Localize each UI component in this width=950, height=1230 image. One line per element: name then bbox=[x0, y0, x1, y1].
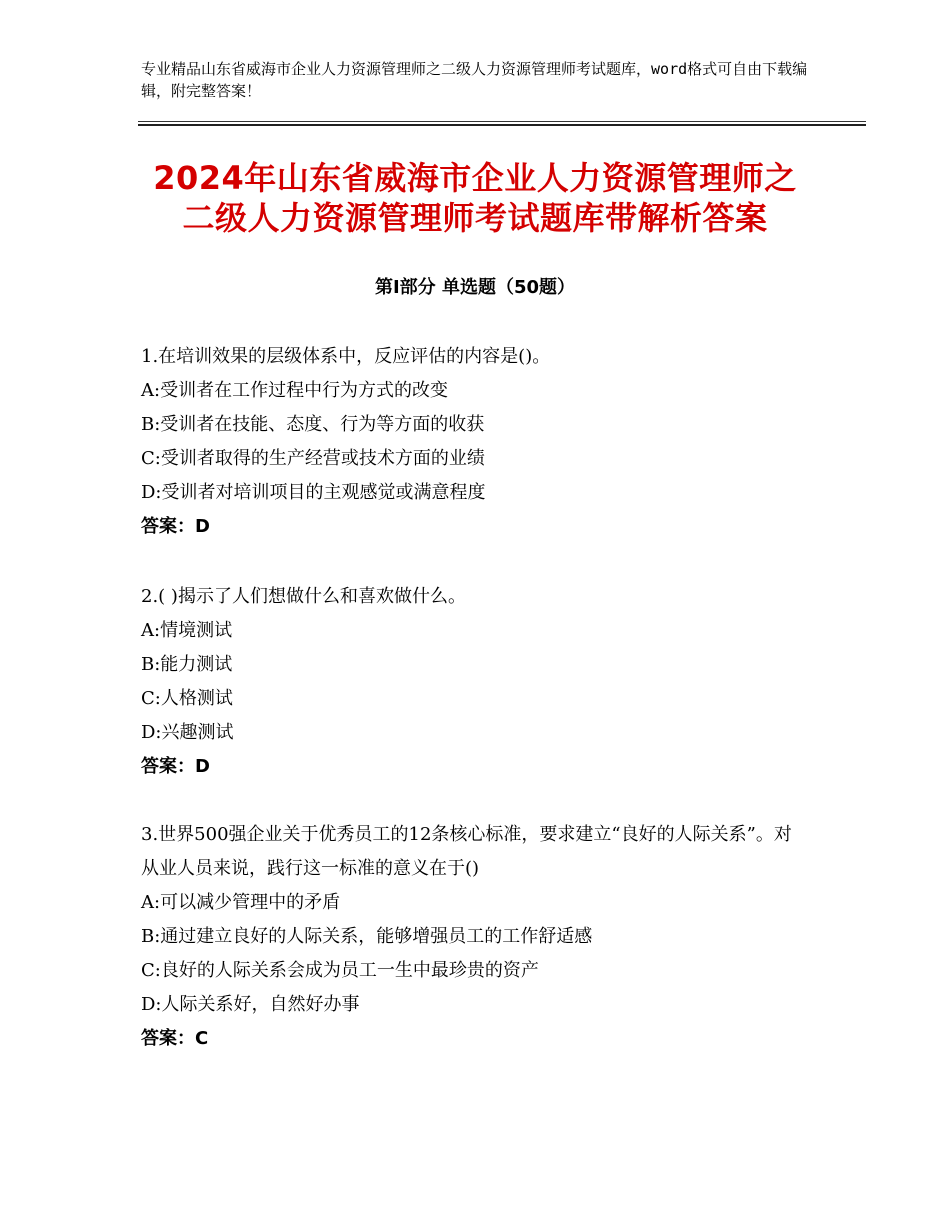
question-2 bbox=[141, 580, 821, 784]
option-a: A:可以减少管理中的矛盾 bbox=[141, 892, 341, 913]
header-note: 专业精品山东省威海市企业人力资源管理师之二级人力资源管理师考试题库，word格式可自由下载编辑，附完整答案！ bbox=[141, 60, 808, 100]
header-divider-thick bbox=[138, 124, 866, 126]
question-3 bbox=[141, 818, 801, 1056]
document-title-line-2: 二级人力资源管理师考试题库带解析答案 bbox=[182, 199, 768, 237]
question-stem: 1.在培训效果的层级体系中，反应评估的内容是()。 bbox=[141, 346, 551, 367]
option-b: B:能力测试 bbox=[141, 654, 233, 675]
option-a: A:受训者在工作过程中行为方式的改变 bbox=[141, 380, 449, 401]
answer: 答案：D bbox=[141, 756, 210, 777]
answer: 答案：D bbox=[141, 516, 210, 537]
option-b: B:通过建立良好的人际关系，能够增强员工的工作舒适感 bbox=[141, 926, 593, 947]
option-b: B:受训者在技能、态度、行为等方面的收获 bbox=[141, 414, 485, 435]
option-d: D:兴趣测试 bbox=[141, 722, 234, 743]
option-a: A:情境测试 bbox=[141, 620, 233, 641]
document-title bbox=[100, 158, 850, 238]
question-1 bbox=[141, 340, 821, 544]
section-title: 第Ⅰ部分 单选题（50题） bbox=[374, 277, 575, 298]
option-c: C:良好的人际关系会成为员工一生中最珍贵的资产 bbox=[141, 960, 539, 981]
option-c: C:人格测试 bbox=[141, 688, 233, 709]
answer: 答案：C bbox=[141, 1028, 209, 1049]
document-title-line-1: 2024年山东省威海市企业人力资源管理师之 bbox=[153, 159, 797, 197]
question-stem: 3.世界500强企业关于优秀员工的12条核心标准，要求建立“良好的人际关系”。对从业人员来说，践行这一标准的意义在于() bbox=[141, 824, 792, 879]
header-divider-thin bbox=[138, 121, 866, 122]
question-stem: 2.( )揭示了人们想做什么和喜欢做什么。 bbox=[141, 586, 466, 607]
option-d: D:人际关系好，自然好办事 bbox=[141, 994, 360, 1015]
option-d: D:受训者对培训项目的主观感觉或满意程度 bbox=[141, 482, 486, 503]
option-c: C:受训者取得的生产经营或技术方面的业绩 bbox=[141, 448, 485, 469]
